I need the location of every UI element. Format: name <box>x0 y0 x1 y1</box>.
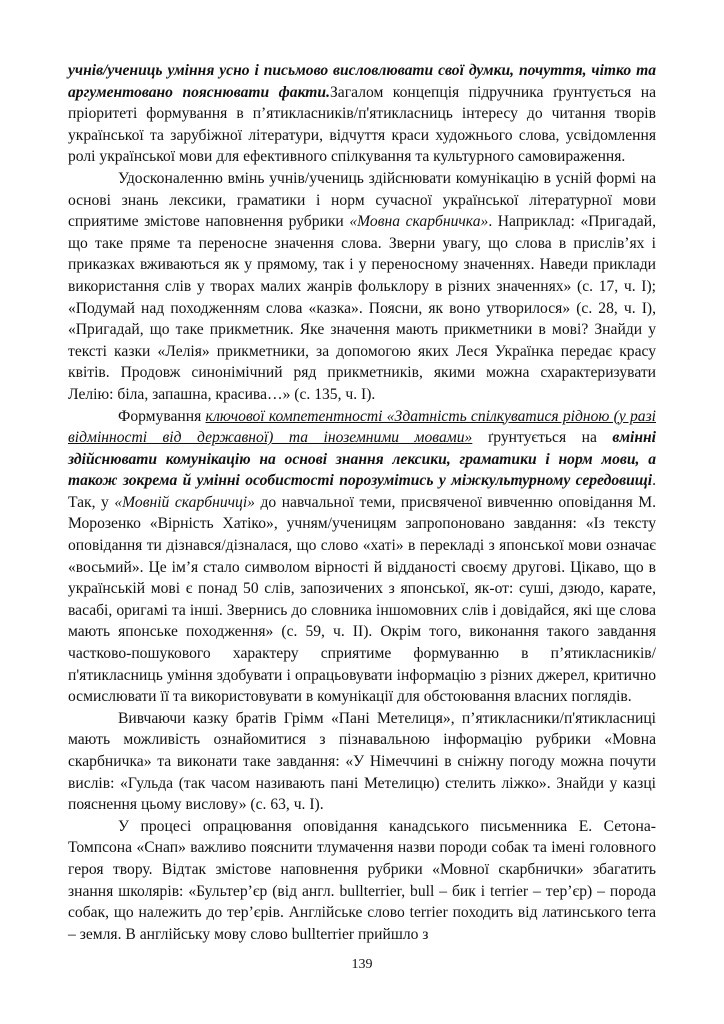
paragraph-2-intro: Удосконаленню вмінь учнів/учениць здійснювати комунікацію в усній формі на основі знань лексики, граматики і норм сучасної української літературної мови сприятиме змістове наповнення рубрики <box>68 169 656 231</box>
paragraph-3-intro: Формування <box>118 407 206 425</box>
key-competence: ключової компетентності «Здатність спілкуватися рідною (у разі відмінності від державної) та іноземними мовами» <box>68 407 656 447</box>
paragraph-5: У процесі опрацювання оповідання канадського письменника Е. Сетона-Томпсона «Снап» важливо пояснити тлумачення назви породи собак та імені головного героя твору. Відтак змістове наповнення рубрики «Мовної скарбнички» збагатить знання школярів: «Бультер’єр (від англ. bullterrier, bull – бик і terrier – тер’єр) – порода собак, що належить до тер’єрів. Англійське слово terrier походить від латинського terra – земля. В англійську мову слово bullterrier прийшло з <box>68 817 656 943</box>
paragraph-3 <box>68 406 656 708</box>
paragraph-1-text: Загалом концепція підручника ґрунтується на пріоритеті формування в п’ятикласників/п'ятикласниць інтересу до читання творів української та зарубіжної літератури, відчуття краси художнього слова, усвідомлення ролі української мови для ефективного спілкування та культурного самовираження. <box>68 83 656 166</box>
rubric-name: «Мовна скарбничка» <box>349 213 489 231</box>
paragraph-3-link-text: . Так, у <box>68 472 656 511</box>
paragraph-3-text: до навчальної теми, присвяченої вивченню оповідання М. Морозенко «Вірність Хатіко», учням/ученицям запропоновано завдання: «Із тексту оповідання ти дізнався/дізналася, що слово «хаті» в перекладі з японської мови означає «восьмий». Це ім’я стало символом вірності й відданості своєму другові. Цікаво, що в українській мові є понад 50 слів, запозичених з японської, як-от: суші, дзюдо, карате, васабі, оригамі та інші. Звернись до словника іншомовних слів і довідайся, які ще слова мають японське походження» (с. 59, ч. ІІ). Окрім того, виконання такого завдання частково-пошукового характеру сприятиме формуванню в п’ятикласників/п'ятикласниць уміння здобувати і опрацьовувати інформацію з різних джерел, критично осмислювати її та використовувати в комунікації для обстоювання власних поглядів. <box>68 493 656 706</box>
paragraph-3-middle: ґрунтується на <box>472 429 613 447</box>
paragraph-1 <box>68 60 656 168</box>
body-text <box>68 60 656 945</box>
paragraph-1-emphasis: учнів/учениць уміння усно і письмово висловлювати свої думки, почуття, чітко та аргументовано пояснювати факти. <box>68 62 656 101</box>
paragraph-3-emphasis: вмінні здійснювати комунікацію на основі знання лексики, граматики і норм мови, а також зокрема й умінні особистості порозумітись у міжкультурному середовищі <box>68 429 656 490</box>
paragraph-4: Вивчаючи казку братів Грімм «Пані Метелиця», п’ятикласники/п'ятикласниці мають можливість ознайомитися з пізнавальною інформацію рубрики «Мовна скарбничка» та виконати таке завдання: «У Німеччині в сніжну погоду можна почути вислів: «Гульда (так часом називають пані Метелицю) стелить ліжко». Знайди у казці пояснення цьому вислову» (с. 63, ч. І). <box>68 709 656 814</box>
paragraph-2 <box>68 168 656 406</box>
page-number: 139 <box>351 957 373 972</box>
rubric-name-2: «Мовній скарбничці» <box>114 493 255 511</box>
paragraph-2-text: . Наприклад: «Пригадай, що таке пряме та переносне значення слова. Зверни увагу, що слова в прислів’ях і приказках вживаються як у прямому, так і у переносному значеннях. Наведи приклади використання слів у творах малих жанрів фольклору в різних значеннях» (с. 17, ч. І); «Подумай над походженням слова «казка». Поясни, як воно утворилося» (с. 28, ч. І), «Пригадай, що таке прикметник. Яке значення мають прикметники в мові? Знайди у тексті казки «Лелія» прикметники, за допомогою яких Леся Українка передає красу квітів. Продовж синонімічний ряд прикметників, якими можна схарактеризувати Лелію: біла, запашна, красива…» (с. 135, ч. І). <box>68 213 656 403</box>
